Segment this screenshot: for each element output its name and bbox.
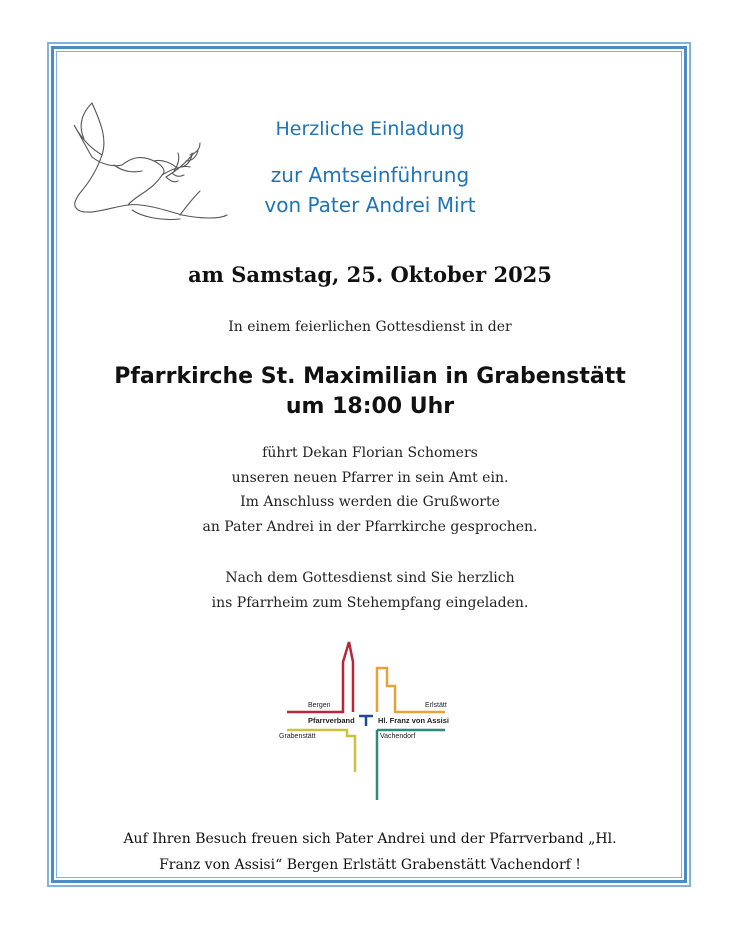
logo-label-grabenstaett: Grabenstätt [279, 733, 316, 740]
event-date: am Samstag, 25. Oktober 2025 [188, 262, 552, 287]
body-line: Im Anschluss werden die Grußworte [240, 494, 500, 510]
body-paragraph [0, 441, 740, 539]
body-line: unseren neuen Pfarrer in sein Amt ein. [231, 469, 509, 486]
title-line-2: zur Amtseinführung [270, 163, 470, 187]
title-line-3: von Pater Andrei Mirt [264, 193, 476, 217]
logo-center-cross [359, 716, 373, 726]
pfarrverband-logo [275, 632, 470, 802]
footer-text [0, 826, 740, 878]
reception-line: ins Pfarrheim zum Stehempfang eingeladen. [211, 594, 529, 611]
footer-line: Franz von Assisi“ Bergen Erlstätt Grabenstätt Vachendorf ! [159, 857, 581, 873]
logo-label-bergen: Bergen [308, 702, 331, 709]
logo-label-vachendorf: Vachendorf [380, 733, 416, 740]
reception-line: Nach dem Gottesdienst sind Sie herzlich [225, 570, 515, 586]
title-line-1: Herzliche Einladung [275, 118, 465, 140]
body-line: führt Dekan Florian Schomers [262, 445, 478, 461]
church-name: Pfarrkirche St. Maximilian in Grabenstätt [114, 364, 626, 389]
intro-line: In einem feierlichen Gottesdienst in der [228, 319, 512, 335]
reception-paragraph [0, 566, 740, 615]
logo-label-franz: Hl. Franz von Assisi [378, 716, 449, 725]
logo-label-erlstaett: Erlstätt [425, 702, 447, 709]
logo-label-pfarrverband: Pfarrverband [308, 716, 355, 725]
footer-line: Auf Ihren Besuch freuen sich Pater Andrei und der Pfarrverband „Hl. [123, 831, 617, 847]
event-time: um 18:00 Uhr [285, 394, 455, 419]
body-line: an Pater Andrei in der Pfarrkirche gesprochen. [202, 518, 538, 535]
